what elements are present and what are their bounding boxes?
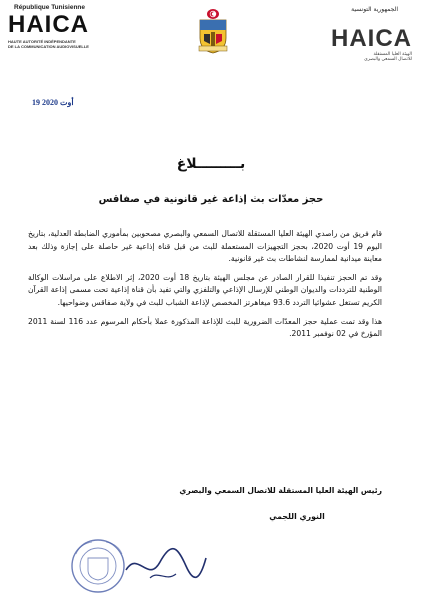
- haica-logo-left: [8, 4, 118, 49]
- haica-logo-text-right: HAICA: [331, 25, 412, 52]
- haica-subtitle-ar: [316, 52, 412, 62]
- republic-label-ar: الجمهورية التونسية: [351, 6, 398, 13]
- haica-subtitle-fr: [8, 39, 118, 49]
- document-title: بـــــــــلاغ: [176, 156, 246, 172]
- haica-subtitle-ar-line: الهيئة العليا المستقلة: [373, 52, 412, 57]
- haica-subtitle-ar-line: للاتصال السمعي والبصري: [364, 57, 412, 62]
- body-paragraph: هذا وقد تمت عملية حجز المعدّات الضرورية للبث للإذاعة المذكورة عملا بأحكام المرسوم عدد 116 لسنة 2011 المؤرخ في 02 نوفمبر 2011.: [28, 316, 382, 339]
- handwritten-signature-icon: [120, 540, 210, 590]
- document-subtitle: حجز معدّات بث إذاعة غير قانونية في صفاقس: [98, 194, 324, 205]
- tunisia-emblem-icon: [196, 8, 230, 54]
- body-paragraph: قام فريق من راصدي الهيئة العليا المستقلة للاتصال السمعي والبصري مصحوبين بمأموري الضابطة العدلية، بتاريخ اليوم 19 أوت 2020، بحجز التجهيزات المستعملة للبث من قبل قناة إذاعية غير حاصلة على إجازة وذلك بعد معاينة ميدانية لممارسة لنشاطات بث غير قانونية.: [28, 229, 382, 264]
- haica-logo-text: HAICA: [8, 11, 89, 38]
- signatory-title: رئيس الهيئة العليا المستقلة للاتصال السمعي والبصري: [179, 486, 382, 495]
- body-paragraph: وقد تم الحجز تنفيذا للقرار الصادر عن مجلس الهيئة بتاريخ 18 أوت 2020، إثر الاطلاع على مراسلات الوكالة الوطنية للترددات والديوان الوطني للإرسال الإذاعي والتلفزي والتي تفيد بأن قناة إذاعية تحت مسمى إذاعة القرآن الكريم تستغل عشوائيا التردد 93.6 ميغاهرتز المخصص لإذاعة الشباب للبث في ولاية صفاقس وضواحيها.: [28, 272, 382, 307]
- haica-subtitle-line: HAUTE AUTORITÉ INDÉPENDANTE: [8, 39, 76, 44]
- republic-label-fr: République Tunisienne: [14, 4, 86, 11]
- signatory-name: النوري اللجمي: [269, 512, 325, 521]
- document-date: 19 أوت 2020: [32, 98, 74, 107]
- haica-subtitle-line: DE LA COMMUNICATION AUDIOVISUELLE: [8, 44, 89, 49]
- document-body: [28, 228, 382, 347]
- haica-logo-right: [316, 6, 412, 62]
